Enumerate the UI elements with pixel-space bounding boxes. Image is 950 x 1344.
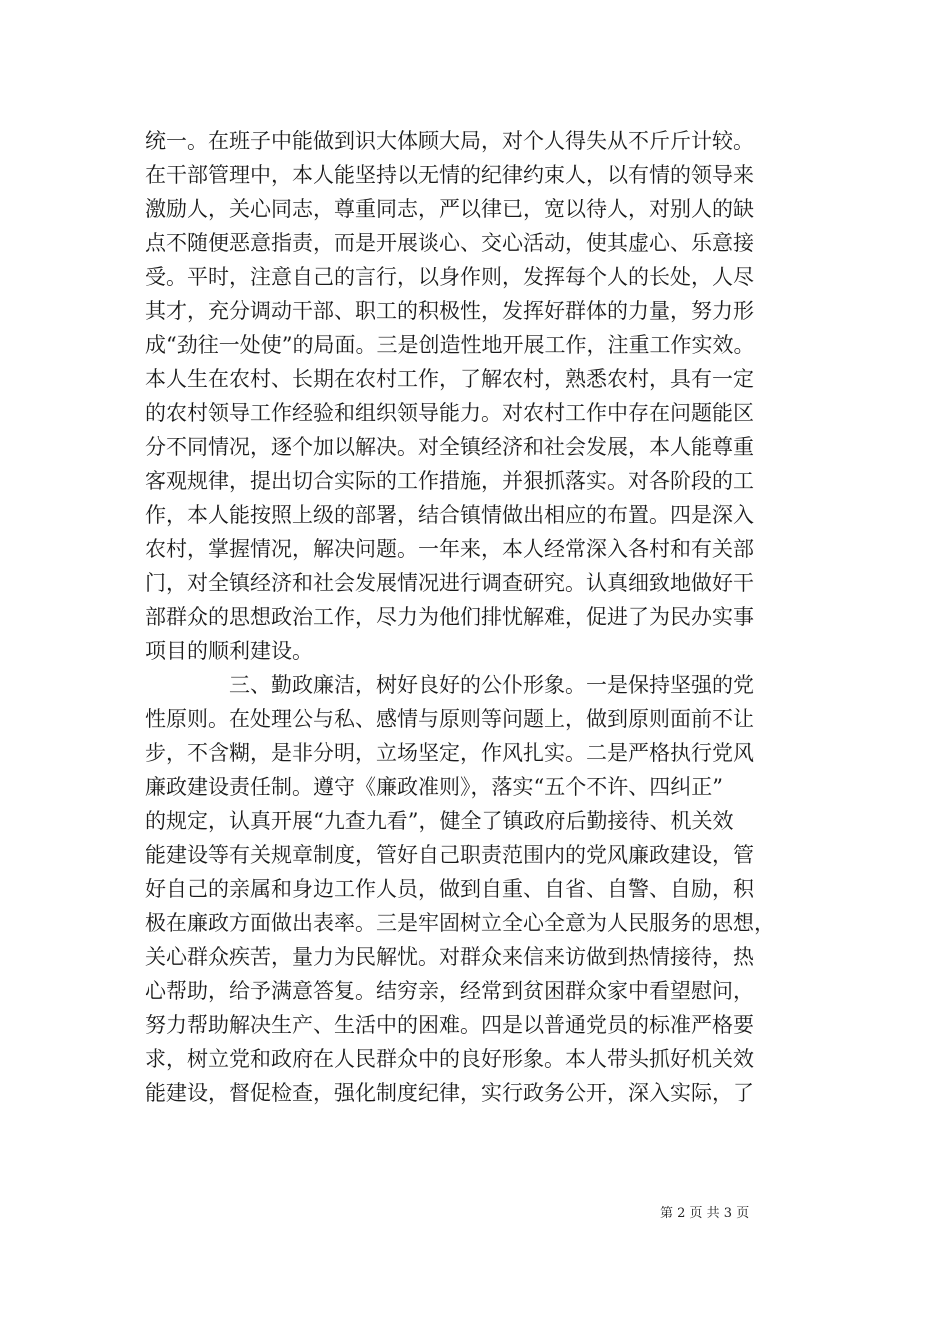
text-line: 其才，充分调动干部、职工的积极性，发挥好群体的力量，努力形 (145, 299, 754, 323)
text-line: 项目的顺利建设。 (145, 639, 313, 663)
text-line: 门，对全镇经济和社会发展情况进行调查研究。认真细致地做好干 (145, 571, 754, 595)
text-line: 三、勤政廉洁，树好良好的公仆形象。一是保持坚强的党 (145, 673, 754, 697)
text-line: 客观规律，提出切合实际的工作措施，并狠抓落实。对各阶段的工 (145, 469, 754, 493)
text-line: 统一。在班子中能做到识大体顾大局，对个人得失从不斤斤计较。 (145, 129, 754, 153)
text-line: 步，不含糊，是非分明，立场坚定，作风扎实。二是严格执行党风 (145, 741, 754, 765)
text-line: 努力帮助解决生产、生活中的困难。四是以普通党员的标准严格要 (145, 1013, 754, 1037)
text-line: 本人生在农村、长期在农村工作，了解农村，熟悉农村，具有一定 (145, 367, 754, 391)
text-line: 求，树立党和政府在人民群众中的良好形象。本人带头抓好机关效 (145, 1047, 754, 1071)
text-line: 廉政建设责任制。遵守《廉政准则》，落实“五个不许、四纠正” (145, 775, 723, 799)
text-line: 能建设等有关规章制度，管好自己职责范围内的党风廉政建设，管 (145, 843, 754, 867)
text-line: 成“劲往一处使”的局面。三是创造性地开展工作，注重工作实效。 (145, 333, 755, 357)
text-line: 好自己的亲属和身边工作人员，做到自重、自省、自警、自励，积 (145, 877, 754, 901)
text-line: 能建设，督促检查，强化制度纪律，实行政务公开，深入实际，了 (145, 1081, 754, 1105)
text-line: 农村，掌握情况，解决问题。一年来，本人经常深入各村和有关部 (145, 537, 754, 561)
text-line: 点不随便恶意指责，而是开展谈心、交心活动，使其虚心、乐意接 (145, 231, 754, 255)
text-line: 关心群众疾苦，量力为民解忧。对群众来信来访做到热情接待，热 (145, 945, 754, 969)
text-line: 性原则。在处理公与私、感情与原则等问题上，做到原则面前不让 (145, 707, 754, 731)
text-line: 在干部管理中，本人能坚持以无情的纪律约束人，以有情的领导来 (145, 163, 754, 187)
text-line: 的农村领导工作经验和组织领导能力。对农村工作中存在问题能区 (145, 401, 754, 425)
text-line: 心帮助，给予满意答复。结穷亲，经常到贫困群众家中看望慰问， (145, 979, 754, 1003)
text-line: 部群众的思想政治工作，尽力为他们排忧解难，促进了为民办实事 (145, 605, 754, 629)
text-line: 受。平时，注意自己的言行，以身作则，发挥每个人的长处，人尽 (145, 265, 754, 289)
text-line: 作，本人能按照上级的部署，结合镇情做出相应的布置。四是深入 (145, 503, 754, 527)
text-line: 的规定，认真开展“九查九看”，健全了镇政府后勤接待、机关效 (145, 809, 734, 833)
text-line: 分不同情况，逐个加以解决。对全镇经济和社会发展，本人能尊重 (145, 435, 754, 459)
text-line: 激励人，关心同志，尊重同志，严以律已，宽以待人，对别人的缺 (145, 197, 754, 221)
body-text (145, 124, 825, 1110)
page-footer: 第 2 页 共 3 页 (660, 1206, 750, 1221)
text-line: 极在廉政方面做出表率。三是牢固树立全心全意为人民服务的思想， (145, 911, 775, 935)
